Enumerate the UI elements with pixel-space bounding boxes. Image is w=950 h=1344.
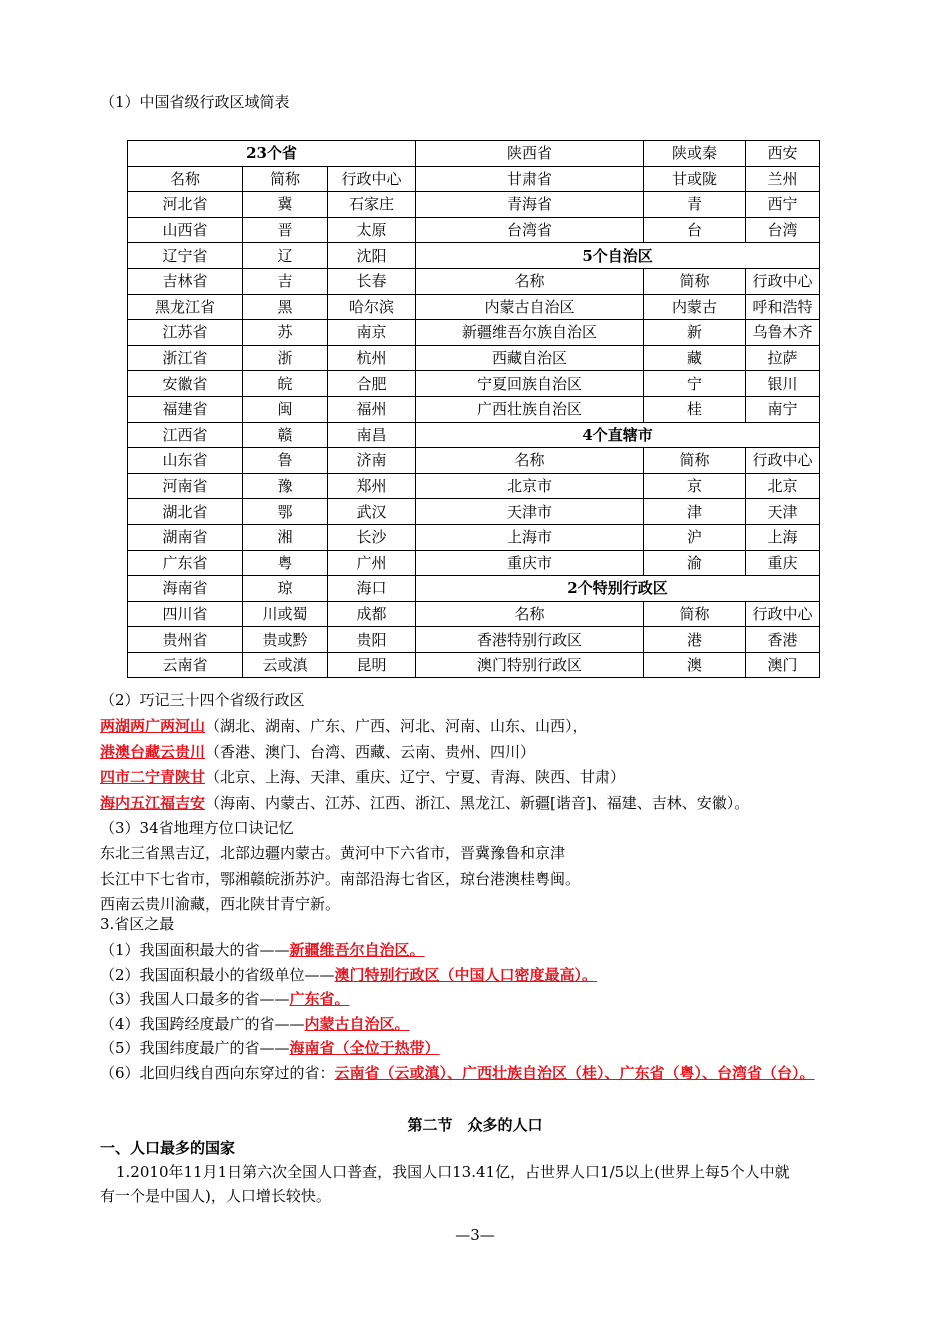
mnemonic-key: 港澳台藏云贵川 [100,742,206,761]
table-row [128,345,820,371]
table-cell: 青 [644,192,746,218]
mnemonic-item [100,793,749,813]
extreme-label: （6）北回归线自西向东穿过的省： [100,1063,335,1082]
table-cell: 昆明 [328,652,416,678]
table-cell: 吉 [243,268,328,294]
table-cell: 鄂 [243,499,328,525]
table-cell: 兰州 [746,166,820,192]
rhyme-line: 东北三省黑吉辽，北部边疆内蒙古。黄河中下六省市，晋冀豫鲁和京津 [100,844,566,862]
table-cell: 香港特别行政区 [416,627,644,653]
table-row [128,601,820,627]
table-column-header: 名称 [416,268,644,294]
table-cell: 澳门 [746,652,820,678]
table-cell: 浙 [243,345,328,371]
table-cell: 津 [644,499,746,525]
mnemonic-detail: （北京、上海、天津、重庆、辽宁、宁夏、青海、陕西、甘肃） [205,768,626,786]
table-cell: 乌鲁木齐 [746,320,820,346]
table-cell: 南昌 [328,422,416,448]
table-cell: 台湾 [746,217,820,243]
table-cell: 四川省 [128,601,243,627]
table-cell: 沪 [644,524,746,550]
table-row [128,243,820,269]
table-column-header: 简称 [644,448,746,474]
table-cell: 山东省 [128,448,243,474]
table-section-header: 23个省 [128,141,416,167]
table-cell: 鲁 [243,448,328,474]
table-cell: 新疆维吾尔族自治区 [416,320,644,346]
table-cell: 藏 [644,345,746,371]
table-cell: 甘或陇 [644,166,746,192]
table-cell: 渝 [644,550,746,576]
table-section-header: 4个直辖市 [416,422,820,448]
table-row [128,217,820,243]
section1-title: （1）中国省级行政区域简表 [100,93,290,111]
table-cell: 晋 [243,217,328,243]
table-cell: 广东省 [128,550,243,576]
table-cell: 西宁 [746,192,820,218]
table-cell: 天津市 [416,499,644,525]
table-cell: 福建省 [128,396,243,422]
table-cell: 广西壮族自治区 [416,396,644,422]
table-cell: 江西省 [128,422,243,448]
table-cell: 桂 [644,396,746,422]
table-cell: 陕或秦 [644,141,746,167]
table-cell: 海口 [328,576,416,602]
subheading: 一、人口最多的国家 [100,1139,236,1157]
table-section-header: 2个特别行政区 [416,576,820,602]
table-cell: 浙江省 [128,345,243,371]
table-cell: 冀 [243,192,328,218]
table-row [128,627,820,653]
table-cell: 重庆 [746,550,820,576]
table-cell: 澳门特别行政区 [416,652,644,678]
table-cell: 内蒙古 [644,294,746,320]
paragraph-line-2: 有一个是中国人)，人口增长较快。 [100,1187,331,1205]
table-column-header: 简称 [243,166,328,192]
table-cell: 山西省 [128,217,243,243]
table-cell: 武汉 [328,499,416,525]
mnemonic-detail: （湖北、湖南、广东、广西、河北、河南、山东、山西）， [205,717,588,735]
extreme-item [100,989,350,1009]
mnemonic-item [100,767,625,787]
table-row [128,448,820,474]
province-table [127,140,820,678]
table-row [128,652,820,678]
extreme-item [100,1014,410,1034]
table-cell: 湖南省 [128,524,243,550]
table-column-header: 名称 [128,166,243,192]
table-row [128,371,820,397]
table-row [128,320,820,346]
mnemonic-detail: （香港、澳门、台湾、西藏、云南、贵州、四川） [205,742,536,761]
table-row [128,499,820,525]
table-cell: 贵阳 [328,627,416,653]
table-column-header: 名称 [416,448,644,474]
extreme-label: （2）我国面积最小的省级单位—— [100,965,335,984]
section-heading: 第二节 众多的人口 [407,1116,543,1134]
table-cell: 河南省 [128,473,243,499]
table-cell: 赣 [243,422,328,448]
table-cell: 辽宁省 [128,243,243,269]
table-cell: 长沙 [328,524,416,550]
table-cell: 江苏省 [128,320,243,346]
table-cell: 北京 [746,473,820,499]
table-cell: 广州 [328,550,416,576]
table-cell: 川或蜀 [243,601,328,627]
extreme-answer: 海南省（全位于热带） [289,1039,440,1057]
extremes-title: 3.省区之最 [100,915,175,933]
extreme-label: （4）我国跨经度最广的省—— [100,1014,305,1033]
table-cell: 豫 [243,473,328,499]
extreme-label: （1）我国面积最大的省—— [100,941,290,959]
page-number: —3— [455,1226,495,1244]
table-cell: 苏 [243,320,328,346]
table-cell: 闽 [243,396,328,422]
table-cell: 西藏自治区 [416,345,644,371]
table-column-header: 简称 [644,268,746,294]
table-cell: 粤 [243,550,328,576]
table-row [128,524,820,550]
table-row [128,141,820,167]
table-cell: 上海市 [416,524,644,550]
table-cell: 吉林省 [128,268,243,294]
table-cell: 琼 [243,576,328,602]
table-cell: 郑州 [328,473,416,499]
table-cell: 香港 [746,627,820,653]
table-column-header: 行政中心 [746,448,820,474]
rhyme-line: 长江中下七省市，鄂湘赣皖浙苏沪。南部沿海七省区，琼台港澳桂粤闽。 [100,869,581,888]
table-column-header: 名称 [416,601,644,627]
extreme-label: （5）我国纬度最广的省—— [100,1039,290,1057]
table-cell: 天津 [746,499,820,525]
table-row [128,166,820,192]
paragraph-line-1: 1.2010年11月1日第六次全国人口普查，我国人口13.41亿，占世界人口1/5以上(世界上每5个人中就 [116,1163,790,1181]
table-column-header: 简称 [644,601,746,627]
mnemonic-item [100,716,588,736]
table-cell: 京 [644,473,746,499]
table-cell: 拉萨 [746,345,820,371]
table-column-header: 行政中心 [746,601,820,627]
table-cell: 南宁 [746,396,820,422]
rhyme-line: 西南云贵川渝藏，西北陕甘青宁新。 [100,895,341,913]
table-cell: 重庆市 [416,550,644,576]
table-cell: 台 [644,217,746,243]
table-cell: 内蒙古自治区 [416,294,644,320]
mnemonic-detail: （海南、内蒙古、江苏、江西、浙江、黑龙江、新疆[谐音]、福建、吉林、安徽）。 [205,793,750,812]
table-cell: 杭州 [328,345,416,371]
table-row [128,576,820,602]
table-cell: 上海 [746,524,820,550]
table-cell: 宁 [644,371,746,397]
table-cell: 港 [644,627,746,653]
table-column-header: 行政中心 [746,268,820,294]
table-cell: 新 [644,320,746,346]
table-row [128,268,820,294]
table-row [128,473,820,499]
extreme-item [100,940,425,960]
table-cell: 陕西省 [416,141,644,167]
table-row [128,192,820,218]
table-cell: 沈阳 [328,243,416,269]
extreme-item [100,965,597,985]
table-row [128,294,820,320]
table-cell: 云南省 [128,652,243,678]
table-cell: 贵州省 [128,627,243,653]
table-cell: 台湾省 [416,217,644,243]
table-cell: 南京 [328,320,416,346]
table-section-header: 5个自治区 [416,243,820,269]
extreme-item [100,1063,815,1083]
extreme-answer: 新疆维吾尔自治区。 [289,941,425,959]
table-cell: 长春 [328,268,416,294]
table-cell: 澳 [644,652,746,678]
table-cell: 安徽省 [128,371,243,397]
table-cell: 西安 [746,141,820,167]
section2-title: （2）巧记三十四个省级行政区 [100,691,305,709]
extreme-answer: 广东省。 [289,990,350,1008]
table-cell: 太原 [328,217,416,243]
table-cell: 呼和浩特 [746,294,820,320]
extreme-label: （3）我国人口最多的省—— [100,990,290,1008]
extreme-item [100,1038,440,1058]
table-cell: 银川 [746,371,820,397]
table-cell: 辽 [243,243,328,269]
table-cell: 宁夏回族自治区 [416,371,644,397]
table-cell: 云或滇 [243,652,328,678]
mnemonic-key: 四市二宁青陕甘 [100,768,206,786]
table-cell: 石家庄 [328,192,416,218]
table-cell: 北京市 [416,473,644,499]
section3-title: （3）34省地理方位口诀记忆 [100,819,294,837]
table-cell: 湖北省 [128,499,243,525]
table-row [128,550,820,576]
extreme-answer: 内蒙古自治区。 [304,1014,410,1033]
table-cell: 合肥 [328,371,416,397]
extreme-answer: 云南省（云或滇）、广西壮族自治区（桂）、广东省（粤）、台湾省（台）。 [334,1063,815,1082]
table-cell: 福州 [328,396,416,422]
table-cell: 济南 [328,448,416,474]
table-cell: 甘肃省 [416,166,644,192]
table-cell: 黑 [243,294,328,320]
mnemonic-key: 两湖两广两河山 [100,717,206,735]
table-row [128,396,820,422]
table-cell: 哈尔滨 [328,294,416,320]
table-cell: 湘 [243,524,328,550]
table-cell: 青海省 [416,192,644,218]
extreme-answer: 澳门特别行政区（中国人口密度最高）。 [334,965,598,984]
table-cell: 成都 [328,601,416,627]
table-cell: 黑龙江省 [128,294,243,320]
table-cell: 海南省 [128,576,243,602]
table-cell: 河北省 [128,192,243,218]
table-cell: 贵或黔 [243,627,328,653]
table-row [128,422,820,448]
table-cell: 皖 [243,371,328,397]
table-column-header: 行政中心 [328,166,416,192]
mnemonic-item [100,742,535,762]
mnemonic-key: 海内五江福吉安 [100,793,206,812]
